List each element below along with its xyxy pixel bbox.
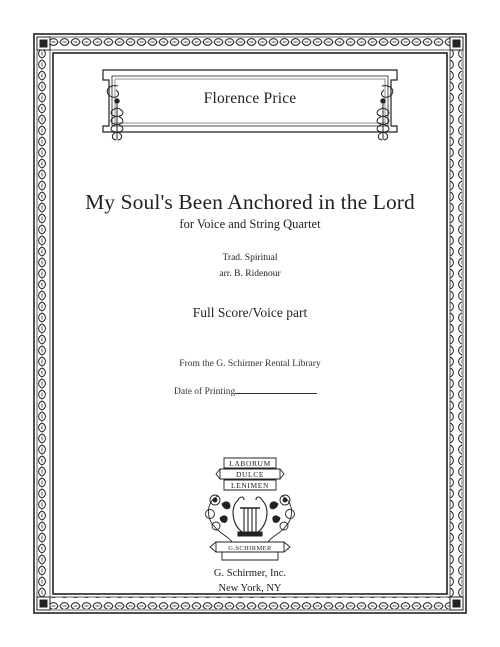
- date-of-printing-label: Date of Printing: [174, 387, 236, 397]
- instrumentation-subtitle: for Voice and String Quartet: [179, 217, 321, 231]
- rental-library-note: From the G. Schirmer Rental Library: [179, 359, 321, 369]
- seal-motto-bottom: LENIMEN: [231, 481, 269, 490]
- seal-motto-middle: DULCE: [236, 470, 264, 479]
- arranger-credit: arr. B. Ridenour: [219, 269, 281, 279]
- publisher-location: New York, NY: [218, 583, 282, 594]
- seal-motto-top: LABORUM: [229, 459, 271, 468]
- lyre-icon: [233, 497, 267, 536]
- composer-name: Florence Price: [203, 90, 297, 107]
- source-credit: Trad. Spiritual: [222, 253, 278, 263]
- seal-banner-text: G.SCHIRMER: [228, 545, 272, 552]
- date-blank-line: [235, 384, 317, 394]
- publisher-name: G. Schirmer, Inc.: [213, 568, 287, 579]
- score-type-label: Full Score/Voice part: [192, 305, 308, 320]
- schirmer-seal-logo: [202, 456, 298, 566]
- date-of-printing: [174, 384, 317, 397]
- work-title: My Soul's Been Anchored in the Lord: [85, 190, 415, 214]
